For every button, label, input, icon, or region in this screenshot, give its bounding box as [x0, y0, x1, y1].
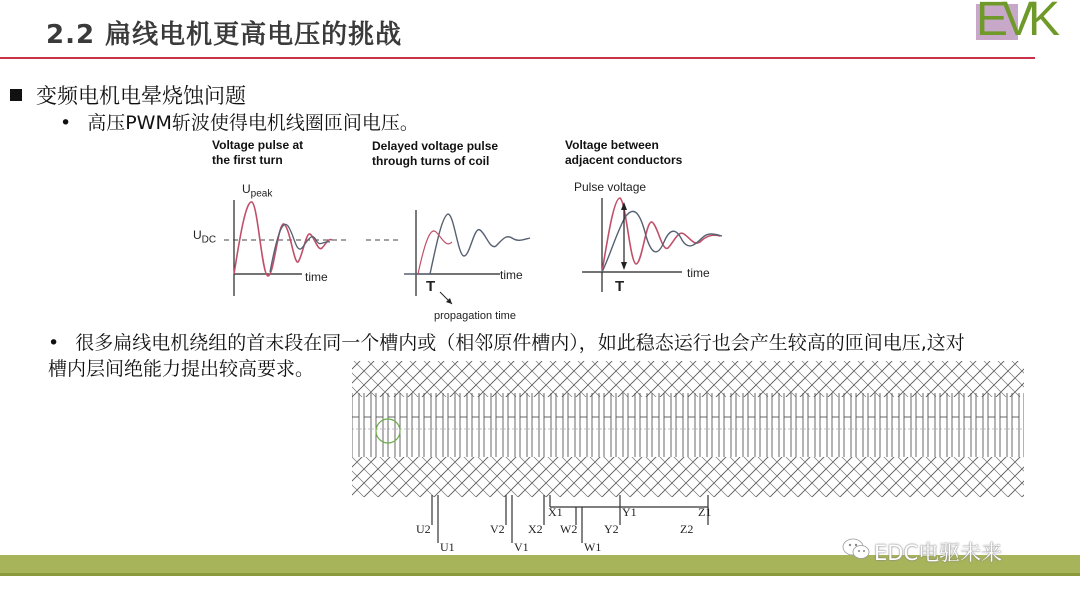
- terminal-label-x1: X1: [548, 505, 563, 519]
- winding-svg: [350, 357, 1030, 557]
- caption-delayed-pulse: Delayed voltage pulse through turns of coil: [372, 139, 499, 168]
- udc-label: $U_{DC}$: [193, 228, 217, 246]
- terminal-label-u1: U1: [440, 540, 455, 554]
- header: [0, 0, 1080, 58]
- time-label-3: time: [687, 266, 710, 280]
- terminal-label-u2: U2: [416, 522, 431, 536]
- terminal-label-v2: V2: [490, 522, 505, 536]
- watermark-text: EDC电驱未来: [874, 541, 1003, 565]
- caption-first-turn: Voltage pulse at the first turn: [212, 138, 304, 167]
- propagation-time-label: propagation time: [434, 310, 516, 322]
- t-label-3: T: [615, 278, 625, 295]
- bullet-level3-text-line1: 很多扁线电机绕组的首末段在同一个槽内或（相邻原件槽内），如此稳态运行也会产生较高的匝间电压,这对: [75, 332, 965, 354]
- logo: [976, 0, 1080, 44]
- plot-adjacent-conductors: [582, 198, 722, 292]
- footer-line: [0, 573, 1080, 576]
- square-bullet-icon: [10, 89, 22, 101]
- terminal-label-x2: X2: [528, 522, 543, 536]
- bullet-level2: [60, 108, 419, 135]
- wechat-icon: [842, 538, 870, 565]
- terminal-label-w2: W2: [560, 522, 578, 536]
- page-title: 2.2 扁线电机更高电压的挑战: [46, 20, 403, 50]
- logo-text: EVK: [976, 0, 1055, 46]
- voltage-pulse-figure: [190, 136, 750, 326]
- terminal-label-y1: Y1: [622, 505, 637, 519]
- terminal-label-z1: Z1: [698, 505, 712, 519]
- terminal-label-y2: Y2: [604, 522, 619, 536]
- dot-bullet-icon-2: •: [48, 332, 60, 354]
- bullet-level1: [10, 80, 246, 110]
- upeak-label: $U_{peak}$: [242, 182, 273, 200]
- pulse-voltage-label: Pulse voltage: [574, 180, 647, 194]
- time-label-2: time: [500, 268, 523, 282]
- title-divider: [0, 57, 1035, 59]
- dot-bullet-icon: •: [60, 112, 72, 134]
- bullet-level3-text-line2: 槽内层间绝能力提出较高要求。: [48, 358, 315, 380]
- terminal-label-v1: V1: [514, 540, 529, 554]
- terminal-label-w1: W1: [584, 540, 602, 554]
- terminal-label-z2: Z2: [680, 522, 694, 536]
- plot-delayed-pulse: [366, 210, 530, 304]
- voltage-curves: [190, 136, 750, 326]
- t-label-2: T: [426, 278, 436, 295]
- caption-adjacent-conductors: Voltage between adjacent conductors: [565, 138, 683, 167]
- time-label-1: time: [305, 270, 328, 284]
- winding-diagram: [350, 357, 1030, 557]
- plot-first-turn: [224, 200, 350, 296]
- bullet-level1-text: 变频电机电晕烧蚀问题: [36, 84, 246, 108]
- bullet-level2-text: 高压PWM斩波使得电机线圈匝间电压。: [87, 112, 419, 134]
- watermark: [842, 537, 1002, 567]
